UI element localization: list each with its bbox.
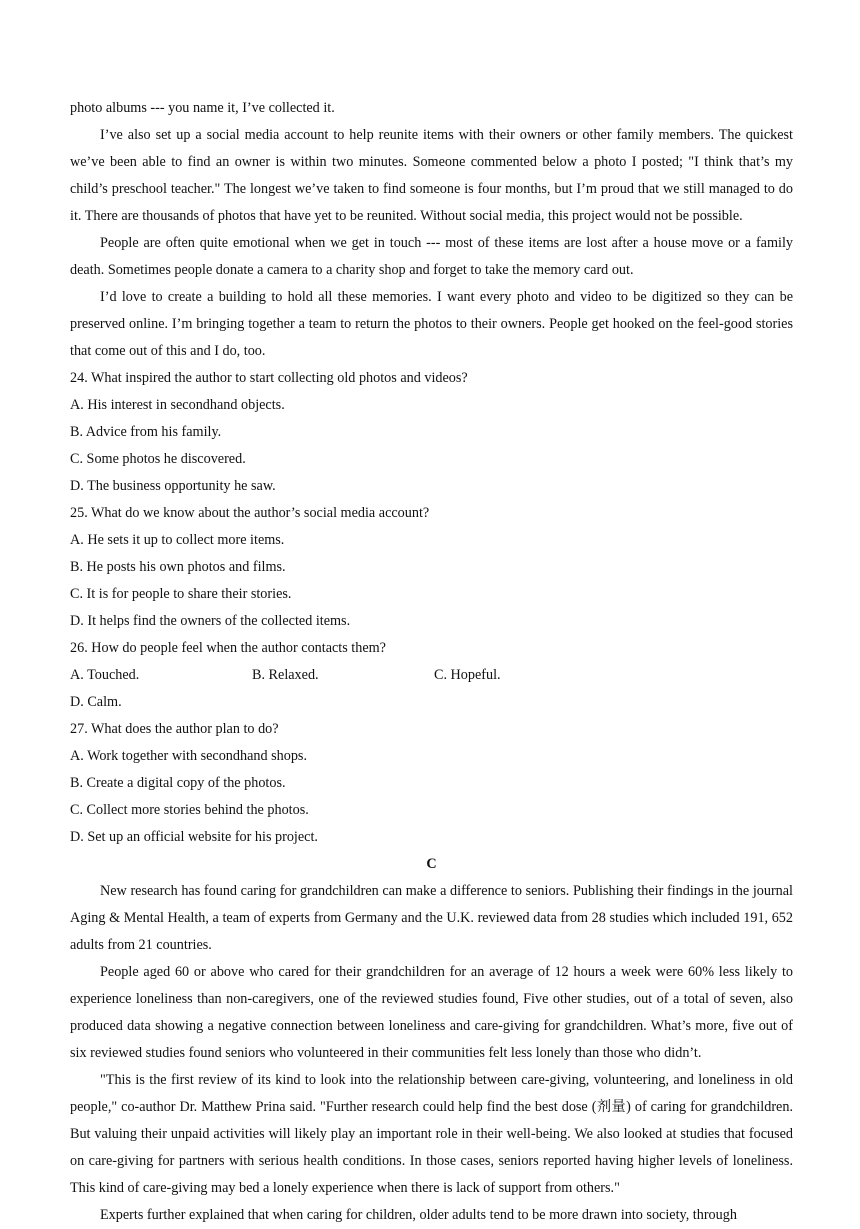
option-c: C. Collect more stories behind the photos.: [70, 802, 309, 818]
option-a: A. He sets it up to collect more items.: [70, 532, 285, 548]
option-d: D. Set up an official website for his project.: [70, 829, 318, 845]
paragraph-research: New research has found caring for grandchildren can make a difference to seniors. Publishing their findings in the journal Aging & Mental Health, a team of experts from Germany and the U.K. reviewed data from 28 studies which included 191, 652 adults from 21 countries.: [70, 883, 793, 953]
paragraph-social-media: I’ve also set up a social media account to help reunite items with their owners or other family members. The quickest we’ve been able to find an owner is within two minutes. Someone commented below a photo I posted; "I think that’s my child’s preschool teacher." The longest we’ve taken to find someone is four months, but I’m proud that we still managed to do it. There are thousands of photos that have yet to be reunited. Without social media, this project would not be possible.: [70, 127, 793, 224]
option-c: C. Some photos he discovered.: [70, 451, 246, 467]
option-b: B. Create a digital copy of the photos.: [70, 775, 286, 791]
option-a: A. Work together with secondhand shops.: [70, 748, 307, 764]
option-b: B. Advice from his family.: [70, 424, 222, 440]
paragraph-findings: People aged 60 or above who cared for their grandchildren for an average of 12 hours a week were 60% less likely to experience loneliness than non-caregivers, one of the reviewed studies found, Five other studies, out of a total of seven, also produced data showing a negative connection between loneliness and care-giving for grandchildren. What’s more, five out of six reviewed studies found seniors who volunteered in their communities felt less lonely than those who didn’t.: [70, 964, 793, 1061]
question-stem: 24. What inspired the author to start collecting old photos and videos?: [70, 370, 468, 386]
question-24: [70, 365, 793, 500]
question-stem: 25. What do we know about the author’s social media account?: [70, 505, 430, 521]
paragraph-building: I’d love to create a building to hold all these memories. I want every photo and video to be digitized so they can be preserved online. I’m bringing together a team to return the photos to their owners. People get hooked on the feel-good stories that come out of this and I do, too.: [70, 289, 793, 359]
question-options: [70, 392, 793, 500]
question-options: [70, 662, 793, 716]
option-a: A. His interest in secondhand objects.: [70, 397, 285, 413]
document-page: [70, 95, 793, 1229]
question-options: [70, 527, 793, 635]
paragraph-quote: "This is the first review of its kind to look into the relationship between care-giving, volunteering, and loneliness in old people," co-author Dr. Matthew Prina said. "Further research could help find the best dose (剂量) of caring for grandchildren. But valuing their unpaid activities will likely play an important role in their well-being. We also looked at studies that focused on care-giving for partners with serious health conditions. In those cases, seniors reported having higher levels of loneliness. This kind of care-giving may bed a lonely experience when there is lack of support from others.": [70, 1072, 793, 1196]
option-c: C. It is for people to share their stories.: [70, 586, 292, 602]
option-c: C. Hopeful.: [434, 667, 501, 683]
question-26: [70, 635, 793, 716]
paragraph-experts: Experts further explained that when caring for children, older adults tend to be more drawn into society, through: [100, 1207, 737, 1223]
option-d: D. It helps find the owners of the collected items.: [70, 613, 351, 629]
option-b: B. He posts his own photos and films.: [70, 559, 286, 575]
question-25: [70, 500, 793, 635]
question-options: [70, 743, 793, 851]
question-stem: 26. How do people feel when the author contacts them?: [70, 640, 386, 656]
question-stem: 27. What does the author plan to do?: [70, 721, 279, 737]
question-27: [70, 716, 793, 851]
option-b: B. Relaxed.: [252, 667, 319, 683]
section-title: C: [426, 856, 437, 872]
option-d: D. The business opportunity he saw.: [70, 478, 276, 494]
paragraph-emotional: People are often quite emotional when we get in touch --- most of these items are lost after a house move or a family death. Sometimes people donate a camera to a charity shop and forget to take the memory card out.: [70, 235, 793, 278]
paragraph-continuation: photo albums --- you name it, I’ve collected it.: [70, 100, 335, 116]
option-a: A. Touched.: [70, 667, 140, 683]
option-d: D. Calm.: [70, 694, 122, 710]
